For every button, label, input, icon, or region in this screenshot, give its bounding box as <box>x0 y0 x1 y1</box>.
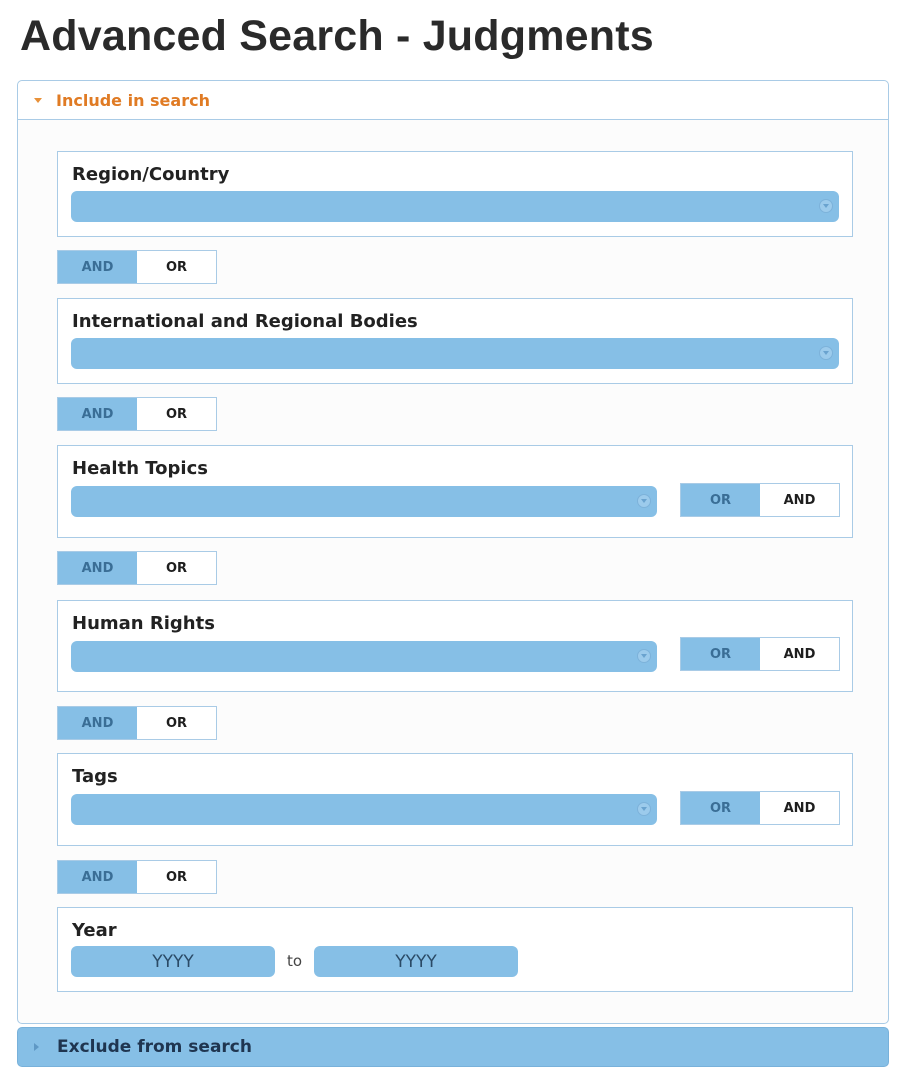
year-to-label: to <box>287 952 303 970</box>
human-rights-or[interactable]: OR <box>681 638 760 670</box>
health-topics-mode-toggle <box>680 483 840 517</box>
include-panel-label: Include in search <box>56 90 210 110</box>
tags-field <box>57 753 853 846</box>
connector-4-or[interactable]: OR <box>137 707 216 739</box>
triangle-down-icon <box>34 98 42 103</box>
bodies-label: International and Regional Bodies <box>72 311 418 332</box>
human-rights-label: Human Rights <box>72 613 215 634</box>
exclude-panel-label: Exclude from search <box>57 1037 252 1057</box>
connector-toggle-1 <box>57 250 217 284</box>
triangle-right-icon <box>34 1043 39 1051</box>
year-to-input[interactable]: YYYY <box>314 946 518 977</box>
connector-2-or[interactable]: OR <box>137 398 216 430</box>
region-country-select[interactable] <box>71 191 839 222</box>
connector-3-and[interactable]: AND <box>58 552 137 584</box>
bodies-select[interactable] <box>71 338 839 369</box>
tags-or[interactable]: OR <box>681 792 760 824</box>
include-panel-header[interactable] <box>18 81 888 120</box>
connector-1-or[interactable]: OR <box>137 251 216 283</box>
health-topics-or[interactable]: OR <box>681 484 760 516</box>
year-field <box>57 907 853 992</box>
year-from-input[interactable]: YYYY <box>71 946 275 977</box>
health-topics-field <box>57 445 853 538</box>
connector-3-or[interactable]: OR <box>137 552 216 584</box>
exclude-panel-header[interactable] <box>17 1027 889 1067</box>
connector-4-and[interactable]: AND <box>58 707 137 739</box>
year-label: Year <box>72 920 117 941</box>
health-topics-label: Health Topics <box>72 458 208 479</box>
connector-toggle-5 <box>57 860 217 894</box>
bodies-field <box>57 298 853 384</box>
chevron-down-icon <box>637 494 651 508</box>
connector-5-or[interactable]: OR <box>137 861 216 893</box>
connector-toggle-4 <box>57 706 217 740</box>
human-rights-field <box>57 600 853 692</box>
connector-1-and[interactable]: AND <box>58 251 137 283</box>
connector-toggle-2 <box>57 397 217 431</box>
connector-toggle-3 <box>57 551 217 585</box>
region-country-field <box>57 151 853 237</box>
health-topics-select[interactable] <box>71 486 657 517</box>
tags-select[interactable] <box>71 794 657 825</box>
health-topics-and[interactable]: AND <box>760 484 839 516</box>
chevron-down-icon <box>637 649 651 663</box>
chevron-down-icon <box>637 802 651 816</box>
tags-and[interactable]: AND <box>760 792 839 824</box>
tags-label: Tags <box>72 766 118 787</box>
chevron-down-icon <box>819 346 833 360</box>
chevron-down-icon <box>819 199 833 213</box>
human-rights-and[interactable]: AND <box>760 638 839 670</box>
connector-5-and[interactable]: AND <box>58 861 137 893</box>
human-rights-mode-toggle <box>680 637 840 671</box>
human-rights-select[interactable] <box>71 641 657 672</box>
region-country-label: Region/Country <box>72 164 230 185</box>
tags-mode-toggle <box>680 791 840 825</box>
connector-2-and[interactable]: AND <box>58 398 137 430</box>
page-title: Advanced Search - Judgments <box>20 12 654 60</box>
